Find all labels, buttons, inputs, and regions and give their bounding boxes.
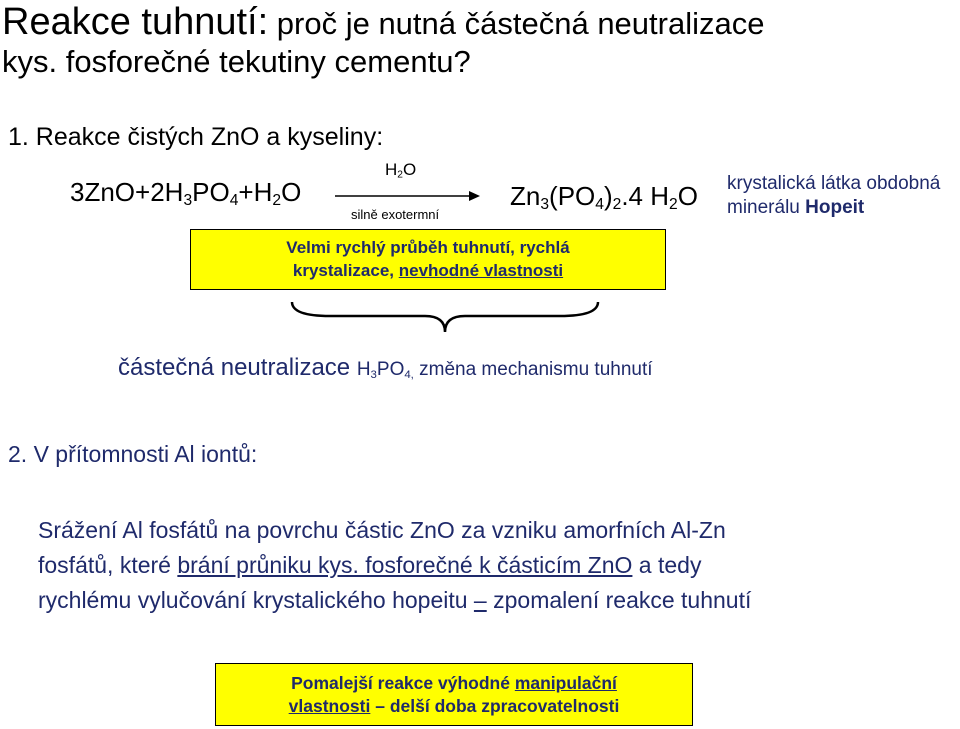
product-part: (PO [549, 181, 596, 211]
section-1-number: 1. [8, 123, 29, 151]
box-1-text: krystalizace, [292, 261, 399, 280]
product-note-line-1: krystalická látka obdobná [727, 173, 941, 194]
product-part: O [677, 181, 698, 211]
section-1-heading [8, 123, 383, 152]
paragraph-underlined: brání průniku kys. fosforečné k částicím ZnO [177, 552, 633, 578]
reactant-part: PO [192, 177, 230, 207]
box-2-dash: – [370, 696, 390, 716]
reaction-arrow-icon [335, 189, 480, 203]
section-1-title: Reakce čistých ZnO a kyseliny: [28, 123, 384, 151]
box-2-underlined: vlastnosti [288, 696, 371, 716]
formula-subscript: 4, [404, 368, 414, 381]
paragraph-text: zpomalení reakce tuhnutí [486, 587, 752, 613]
water-o: O [402, 160, 417, 179]
product-part: ) [603, 181, 613, 211]
formula-subscript: 3 [370, 368, 377, 381]
acid-formula [357, 359, 414, 380]
paragraph-text: rychlému vylučování krystalického hopeitu [38, 587, 474, 613]
paragraph-text: a tedy [632, 552, 702, 578]
reactant-part: 3ZnO+2H [70, 177, 184, 207]
mineral-name: Hopeit [805, 197, 865, 218]
equation-reactants [70, 177, 301, 208]
highlight-box-2-text [215, 672, 693, 718]
product-part: .4 H [621, 181, 669, 211]
water-h: H [385, 160, 398, 179]
box-2-line-2 [215, 695, 693, 718]
arrow-condition-label: silně exotermní [351, 207, 440, 222]
section-2-heading: 2. V přítomnosti Al iontů: [8, 441, 258, 467]
equation-product [510, 181, 698, 212]
box-1-underlined: nevhodné vlastnosti [398, 261, 564, 280]
paragraph-line-1: Srážení Al fosfátů na povrchu částic ZnO za vzniku amorfních Al-Zn [38, 517, 726, 543]
product-subscript: 2 [669, 195, 678, 213]
title-main: Reakce tuhnutí: [2, 1, 269, 43]
product-note-text: minerálu [727, 197, 806, 218]
paragraph-dash: – [473, 587, 487, 613]
partial-text: částečná neutralizace [118, 354, 357, 381]
box-1-line-2 [190, 259, 666, 282]
formula-part: PO [376, 359, 405, 380]
product-note-line-2 [727, 196, 960, 220]
paragraph-line-3 [38, 587, 751, 614]
box-2-text: Pomalejší reakce výhodné [291, 673, 515, 693]
box-2-underlined: manipulační [514, 673, 617, 693]
reactant-subscript: 2 [272, 191, 282, 209]
title-question: proč je nutná částečná neutralizace [268, 6, 765, 41]
product-part: Zn [510, 181, 541, 211]
product-subscript: 4 [595, 195, 604, 213]
slide-title [2, 2, 764, 44]
title-line-2: kys. fosforečné tekutiny cementu? [2, 44, 471, 79]
box-2-line-1 [215, 672, 693, 695]
mechanism-change-text: změna mechanismu tuhnutí [413, 359, 653, 380]
curly-brace-icon [290, 300, 600, 334]
product-note [727, 172, 960, 220]
formula-part: H [356, 359, 371, 380]
highlight-box-1-text [190, 236, 666, 282]
partial-neutralization-line [118, 354, 653, 382]
water-subscript: 2 [397, 169, 403, 181]
reactant-subscript: 3 [183, 191, 193, 209]
product-subscript: 3 [540, 195, 550, 213]
box-1-line-1: Velmi rychlý průběh tuhnutí, rychlá [286, 238, 570, 257]
reactant-subscript: 4 [229, 191, 239, 209]
paragraph-text: fosfátů, které [38, 552, 178, 578]
paragraph-line-2 [38, 552, 701, 579]
product-subscript: 2 [612, 195, 622, 213]
reactant-part: +H [238, 177, 273, 207]
box-2-text: delší doba zpracovatelnosti [389, 696, 620, 716]
arrow-condition-water [385, 160, 416, 180]
reactant-part: O [281, 177, 302, 207]
